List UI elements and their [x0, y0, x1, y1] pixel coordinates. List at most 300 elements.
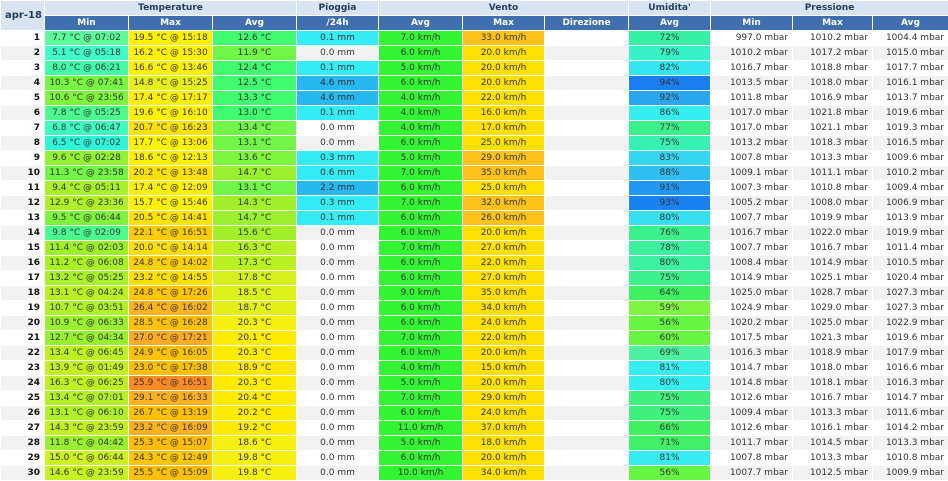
temp-max-cell: 19.6 °C @ 16:10	[129, 106, 213, 121]
wind-avg-cell: 5.0 km/h	[379, 151, 463, 166]
pressure-min-cell: 1008.4 mbar	[711, 256, 793, 271]
pressure-min-cell: 1016.7 mbar	[711, 226, 793, 241]
temp-avg-cell: 19.8 °C	[213, 466, 297, 481]
wind-direction-cell	[545, 331, 629, 346]
pressure-min-cell: 1017.0 mbar	[711, 106, 793, 121]
temp-min-cell: 14.3 °C @ 23:59	[45, 421, 129, 436]
wind-avg-cell: 4.0 km/h	[379, 106, 463, 121]
wind-avg-cell: 6.0 km/h	[379, 301, 463, 316]
day-cell: 28	[1, 436, 45, 451]
temp-min-cell: 13.4 °C @ 07:01	[45, 391, 129, 406]
humidity-cell: 75%	[629, 391, 711, 406]
rain-cell: 0.0 mm	[297, 361, 379, 376]
wind-direction-cell	[545, 91, 629, 106]
wind-direction-cell	[545, 316, 629, 331]
wind-avg-cell: 6.0 km/h	[379, 451, 463, 466]
table-row	[1, 31, 948, 46]
temp-max-cell: 29.1 °C @ 16:33	[129, 391, 213, 406]
rain-cell: 0.0 mm	[297, 406, 379, 421]
temp-avg-cell: 12.6 °C	[213, 31, 297, 46]
pressure-avg-cell: 1006.9 mbar	[873, 196, 948, 211]
table-row	[1, 451, 948, 466]
table-row	[1, 301, 948, 316]
humidity-cell: 76%	[629, 226, 711, 241]
wind-direction-cell	[545, 166, 629, 181]
pressure-min-cell: 1010.2 mbar	[711, 46, 793, 61]
day-cell: 19	[1, 301, 45, 316]
wind-direction-cell	[545, 361, 629, 376]
wind-max-cell: 15.0 km/h	[463, 361, 545, 376]
pressure-max-cell: 1019.9 mbar	[793, 211, 873, 226]
wind-max-cell: 16.0 km/h	[463, 106, 545, 121]
pressure-avg-cell: 1011.6 mbar	[873, 406, 948, 421]
table-row	[1, 91, 948, 106]
rain-cell: 0.0 mm	[297, 451, 379, 466]
temp-min-cell: 8.0 °C @ 06:21	[45, 61, 129, 76]
humidity-cell: 82%	[629, 61, 711, 76]
temp-max-cell: 24.9 °C @ 16:05	[129, 346, 213, 361]
temp-min-cell: 10.6 °C @ 23:56	[45, 91, 129, 106]
temp-max-cell: 20.0 °C @ 14:14	[129, 241, 213, 256]
humidity-cell: 77%	[629, 121, 711, 136]
pressure-max-cell: 1018.9 mbar	[793, 346, 873, 361]
day-cell: 30	[1, 466, 45, 481]
wind-avg-cell: 6.0 km/h	[379, 46, 463, 61]
rain-cell: 0.0 mm	[297, 316, 379, 331]
pressure-min-cell: 1009.1 mbar	[711, 166, 793, 181]
rain-cell: 0.1 mm	[297, 31, 379, 46]
wind-max-cell: 22.0 km/h	[463, 256, 545, 271]
temp-min-cell: 15.0 °C @ 06:44	[45, 451, 129, 466]
temp-min-cell: 11.4 °C @ 02:03	[45, 241, 129, 256]
pressure-max-cell: 1016.9 mbar	[793, 91, 873, 106]
wind-avg-cell: 4.0 km/h	[379, 361, 463, 376]
pressure-min-cell: 1012.6 mbar	[711, 391, 793, 406]
rain-cell: 0.0 mm	[297, 436, 379, 451]
pressure-min-cell: 1011.8 mbar	[711, 91, 793, 106]
wind-direction-cell	[545, 451, 629, 466]
table-row	[1, 226, 948, 241]
pressure-avg-cell: 1017.7 mbar	[873, 61, 948, 76]
pressure-max-cell: 1016.7 mbar	[793, 391, 873, 406]
wind-max-cell: 26.0 km/h	[463, 211, 545, 226]
temp-avg-cell: 20.3 °C	[213, 346, 297, 361]
table-row	[1, 61, 948, 76]
wind-avg-cell: 6.0 km/h	[379, 181, 463, 196]
rain-cell: 0.0 mm	[297, 46, 379, 61]
wind-direction-cell	[545, 301, 629, 316]
temp-max-cell: 22.1 °C @ 16:51	[129, 226, 213, 241]
humidity-cell: 59%	[629, 301, 711, 316]
humidity-cell: 94%	[629, 76, 711, 91]
table-row	[1, 466, 948, 481]
temp-max-cell: 24.3 °C @ 12:49	[129, 451, 213, 466]
pressure-max-cell: 1013.3 mbar	[793, 406, 873, 421]
wind-avg-cell: 10.0 km/h	[379, 466, 463, 481]
pressure-avg-cell: 1016.1 mbar	[873, 76, 948, 91]
temp-min-cell: 13.4 °C @ 06:45	[45, 346, 129, 361]
temp-max-cell: 20.7 °C @ 16:23	[129, 121, 213, 136]
humidity-cell: 91%	[629, 181, 711, 196]
wind-group: Vento	[379, 1, 629, 16]
pressure-min-cell: 1016.3 mbar	[711, 346, 793, 361]
temp-min-cell: 13.9 °C @ 01:49	[45, 361, 129, 376]
day-cell: 20	[1, 316, 45, 331]
day-cell: 11	[1, 181, 45, 196]
pressure-max-cell: 1021.8 mbar	[793, 106, 873, 121]
pressure-min-cell: 1025.0 mbar	[711, 286, 793, 301]
rain-group: Pioggia	[297, 1, 379, 16]
day-cell: 5	[1, 91, 45, 106]
wind-max-cell: 20.0 km/h	[463, 76, 545, 91]
rain-cell: 2.2 mm	[297, 181, 379, 196]
humidity-cell: 72%	[629, 31, 711, 46]
rain-cell: 0.1 mm	[297, 211, 379, 226]
temp-min-cell: 11.3 °C @ 23:58	[45, 166, 129, 181]
temp-avg-cell: 20.1 °C	[213, 331, 297, 346]
pressure-avg-cell: 1010.2 mbar	[873, 166, 948, 181]
wind-direction-cell	[545, 436, 629, 451]
rain-cell: 0.6 mm	[297, 166, 379, 181]
rain-cell: 0.1 mm	[297, 106, 379, 121]
pressure-avg-cell: 1009.6 mbar	[873, 151, 948, 166]
temp-avg-cell: 18.9 °C	[213, 361, 297, 376]
humidity-cell: 56%	[629, 466, 711, 481]
pressure-avg-cell: 1013.3 mbar	[873, 436, 948, 451]
table-row	[1, 376, 948, 391]
temp-min-cell: 10.7 °C @ 03:51	[45, 301, 129, 316]
temp-avg-cell: 14.7 °C	[213, 211, 297, 226]
humidity-cell: 88%	[629, 166, 711, 181]
col-temp-avg: Avg	[213, 16, 297, 31]
col-rain: /24h	[297, 16, 379, 31]
wind-max-cell: 17.0 km/h	[463, 121, 545, 136]
day-cell: 10	[1, 166, 45, 181]
rain-cell: 0.3 mm	[297, 151, 379, 166]
day-cell: 9	[1, 151, 45, 166]
rain-cell: 4.6 mm	[297, 76, 379, 91]
temp-avg-cell: 14.3 °C	[213, 196, 297, 211]
temp-max-cell: 23.2 °C @ 14:55	[129, 271, 213, 286]
wind-max-cell: 34.0 km/h	[463, 466, 545, 481]
temp-max-cell: 26.4 °C @ 16:02	[129, 301, 213, 316]
rain-cell: 4.6 mm	[297, 91, 379, 106]
temp-min-cell: 5.1 °C @ 05:18	[45, 46, 129, 61]
wind-avg-cell: 7.0 km/h	[379, 196, 463, 211]
wind-direction-cell	[545, 391, 629, 406]
table-row	[1, 181, 948, 196]
day-cell: 7	[1, 121, 45, 136]
temp-avg-cell: 15.6 °C	[213, 226, 297, 241]
table-row	[1, 391, 948, 406]
humidity-cell: 93%	[629, 196, 711, 211]
temp-avg-cell: 17.8 °C	[213, 271, 297, 286]
temp-avg-cell: 12.5 °C	[213, 76, 297, 91]
wind-direction-cell	[545, 181, 629, 196]
pressure-max-cell: 1018.1 mbar	[793, 376, 873, 391]
wind-max-cell: 25.0 km/h	[463, 136, 545, 151]
table-row	[1, 136, 948, 151]
wind-avg-cell: 7.0 km/h	[379, 31, 463, 46]
temperature-group: Temperature	[45, 1, 297, 16]
humidity-cell: 80%	[629, 376, 711, 391]
pressure-min-cell: 1007.7 mbar	[711, 211, 793, 226]
temp-min-cell: 13.1 °C @ 06:10	[45, 406, 129, 421]
temp-max-cell: 24.8 °C @ 17:26	[129, 286, 213, 301]
table-row	[1, 121, 948, 136]
temp-max-cell: 25.3 °C @ 15:07	[129, 436, 213, 451]
pressure-avg-cell: 1020.4 mbar	[873, 271, 948, 286]
temp-max-cell: 20.5 °C @ 14:41	[129, 211, 213, 226]
pressure-max-cell: 1017.2 mbar	[793, 46, 873, 61]
table-row	[1, 196, 948, 211]
pressure-min-cell: 1013.5 mbar	[711, 76, 793, 91]
wind-direction-cell	[545, 76, 629, 91]
temp-max-cell: 18.6 °C @ 12:13	[129, 151, 213, 166]
col-wind-direction: Direzione	[545, 16, 629, 31]
pressure-avg-cell: 1014.2 mbar	[873, 421, 948, 436]
pressure-max-cell: 1018.3 mbar	[793, 136, 873, 151]
wind-avg-cell: 6.0 km/h	[379, 316, 463, 331]
rain-cell: 0.0 mm	[297, 121, 379, 136]
temp-avg-cell: 17.3 °C	[213, 256, 297, 271]
table-row	[1, 106, 948, 121]
wind-avg-cell: 4.0 km/h	[379, 91, 463, 106]
wind-max-cell: 20.0 km/h	[463, 376, 545, 391]
temp-max-cell: 16.2 °C @ 15:30	[129, 46, 213, 61]
wind-avg-cell: 11.0 km/h	[379, 421, 463, 436]
temp-min-cell: 10.3 °C @ 07:41	[45, 76, 129, 91]
wind-avg-cell: 5.0 km/h	[379, 376, 463, 391]
temp-min-cell: 13.1 °C @ 04:24	[45, 286, 129, 301]
temp-max-cell: 16.6 °C @ 13:46	[129, 61, 213, 76]
table-row	[1, 46, 948, 61]
rain-cell: 0.0 mm	[297, 136, 379, 151]
pressure-max-cell: 1018.8 mbar	[793, 61, 873, 76]
temp-avg-cell: 18.6 °C	[213, 436, 297, 451]
wind-max-cell: 34.0 km/h	[463, 301, 545, 316]
temp-max-cell: 23.0 °C @ 17:38	[129, 361, 213, 376]
pressure-avg-cell: 1009.4 mbar	[873, 181, 948, 196]
wind-avg-cell: 6.0 km/h	[379, 346, 463, 361]
pressure-max-cell: 1018.0 mbar	[793, 76, 873, 91]
wind-direction-cell	[545, 136, 629, 151]
pressure-avg-cell: 1014.7 mbar	[873, 391, 948, 406]
pressure-max-cell: 1010.2 mbar	[793, 31, 873, 46]
temp-avg-cell: 18.7 °C	[213, 301, 297, 316]
pressure-avg-cell: 1010.8 mbar	[873, 451, 948, 466]
temp-avg-cell: 18.5 °C	[213, 286, 297, 301]
pressure-avg-cell: 1019.6 mbar	[873, 106, 948, 121]
pressure-avg-cell: 1013.7 mbar	[873, 91, 948, 106]
table-row	[1, 436, 948, 451]
rain-cell: 0.0 mm	[297, 421, 379, 436]
wind-avg-cell: 6.0 km/h	[379, 406, 463, 421]
day-cell: 21	[1, 331, 45, 346]
humidity-cell: 80%	[629, 256, 711, 271]
wind-max-cell: 20.0 km/h	[463, 61, 545, 76]
pressure-min-cell: 1013.2 mbar	[711, 136, 793, 151]
temp-max-cell: 23.2 °C @ 16:09	[129, 421, 213, 436]
rain-cell: 0.0 mm	[297, 271, 379, 286]
wind-avg-cell: 5.0 km/h	[379, 436, 463, 451]
day-cell: 22	[1, 346, 45, 361]
pressure-max-cell: 1012.5 mbar	[793, 466, 873, 481]
pressure-min-cell: 1007.3 mbar	[711, 181, 793, 196]
pressure-max-cell: 1014.5 mbar	[793, 436, 873, 451]
wind-avg-cell: 6.0 km/h	[379, 211, 463, 226]
wind-max-cell: 24.0 km/h	[463, 316, 545, 331]
day-cell: 4	[1, 76, 45, 91]
temp-max-cell: 15.7 °C @ 15:46	[129, 196, 213, 211]
rain-cell: 0.0 mm	[297, 376, 379, 391]
rain-cell: 0.0 mm	[297, 346, 379, 361]
humidity-cell: 78%	[629, 241, 711, 256]
humidity-cell: 86%	[629, 106, 711, 121]
wind-max-cell: 20.0 km/h	[463, 346, 545, 361]
temp-avg-cell: 12.4 °C	[213, 61, 297, 76]
temp-min-cell: 11.8 °C @ 04:42	[45, 436, 129, 451]
pressure-min-cell: 1014.8 mbar	[711, 376, 793, 391]
pressure-min-cell: 1011.7 mbar	[711, 436, 793, 451]
temp-max-cell: 20.2 °C @ 13:48	[129, 166, 213, 181]
wind-direction-cell	[545, 466, 629, 481]
wind-direction-cell	[545, 106, 629, 121]
pressure-min-cell: 1007.8 mbar	[711, 451, 793, 466]
wind-direction-cell	[545, 241, 629, 256]
month-label: apr-18	[1, 1, 45, 31]
wind-direction-cell	[545, 61, 629, 76]
table-row	[1, 166, 948, 181]
group-header-row	[1, 1, 948, 16]
day-cell: 3	[1, 61, 45, 76]
wind-avg-cell: 6.0 km/h	[379, 226, 463, 241]
wind-max-cell: 33.0 km/h	[463, 31, 545, 46]
temp-min-cell: 7.7 °C @ 07:02	[45, 31, 129, 46]
temp-avg-cell: 19.2 °C	[213, 421, 297, 436]
humidity-cell: 71%	[629, 436, 711, 451]
pressure-min-cell: 1007.7 mbar	[711, 241, 793, 256]
temp-avg-cell: 13.6 °C	[213, 151, 297, 166]
day-cell: 27	[1, 421, 45, 436]
wind-avg-cell: 6.0 km/h	[379, 136, 463, 151]
humidity-cell: 75%	[629, 271, 711, 286]
pressure-min-cell: 1014.9 mbar	[711, 271, 793, 286]
wind-direction-cell	[545, 121, 629, 136]
pressure-avg-cell: 1013.9 mbar	[873, 211, 948, 226]
day-cell: 12	[1, 196, 45, 211]
humidity-cell: 56%	[629, 316, 711, 331]
wind-max-cell: 35.0 km/h	[463, 286, 545, 301]
pressure-max-cell: 1013.3 mbar	[793, 151, 873, 166]
temp-avg-cell: 13.1 °C	[213, 181, 297, 196]
temp-max-cell: 26.7 °C @ 13:19	[129, 406, 213, 421]
temp-max-cell: 28.5 °C @ 16:28	[129, 316, 213, 331]
temp-max-cell: 17.4 °C @ 17:17	[129, 91, 213, 106]
wind-max-cell: 18.0 km/h	[463, 436, 545, 451]
wind-max-cell: 35.0 km/h	[463, 166, 545, 181]
day-cell: 13	[1, 211, 45, 226]
temp-max-cell: 19.5 °C @ 15:18	[129, 31, 213, 46]
day-cell: 14	[1, 226, 45, 241]
rain-cell: 0.0 mm	[297, 226, 379, 241]
day-cell: 29	[1, 451, 45, 466]
temp-max-cell: 14.8 °C @ 15:25	[129, 76, 213, 91]
humidity-cell: 92%	[629, 91, 711, 106]
wind-max-cell: 25.0 km/h	[463, 181, 545, 196]
temp-min-cell: 11.2 °C @ 06:08	[45, 256, 129, 271]
pressure-max-cell: 1010.8 mbar	[793, 181, 873, 196]
table-row	[1, 211, 948, 226]
temp-min-cell: 6.5 °C @ 07:02	[45, 136, 129, 151]
rain-cell: 0.0 mm	[297, 466, 379, 481]
col-pressure-max: Max	[793, 16, 873, 31]
wind-max-cell: 22.0 km/h	[463, 331, 545, 346]
pressure-group: Pressione	[711, 1, 948, 16]
temp-avg-cell: 16.3 °C	[213, 241, 297, 256]
temp-min-cell: 13.2 °C @ 05:25	[45, 271, 129, 286]
day-cell: 25	[1, 391, 45, 406]
col-wind-max: Max	[463, 16, 545, 31]
col-temp-max: Max	[129, 16, 213, 31]
humidity-cell: 64%	[629, 286, 711, 301]
table-row	[1, 151, 948, 166]
pressure-max-cell: 1011.1 mbar	[793, 166, 873, 181]
pressure-min-cell: 1007.8 mbar	[711, 151, 793, 166]
wind-avg-cell: 6.0 km/h	[379, 271, 463, 286]
humidity-cell: 81%	[629, 361, 711, 376]
rain-cell: 0.0 mm	[297, 331, 379, 346]
temp-avg-cell: 13.0 °C	[213, 106, 297, 121]
wind-max-cell: 20.0 km/h	[463, 226, 545, 241]
wind-avg-cell: 9.0 km/h	[379, 286, 463, 301]
pressure-min-cell: 1024.9 mbar	[711, 301, 793, 316]
wind-direction-cell	[545, 151, 629, 166]
temp-avg-cell: 20.4 °C	[213, 391, 297, 406]
rain-cell: 0.0 mm	[297, 301, 379, 316]
day-cell: 8	[1, 136, 45, 151]
table-row	[1, 406, 948, 421]
table-row	[1, 316, 948, 331]
day-cell: 6	[1, 106, 45, 121]
table-body	[1, 31, 948, 481]
day-cell: 1	[1, 31, 45, 46]
pressure-avg-cell: 1011.4 mbar	[873, 241, 948, 256]
wind-avg-cell: 7.0 km/h	[379, 391, 463, 406]
day-cell: 18	[1, 286, 45, 301]
temp-avg-cell: 20.2 °C	[213, 406, 297, 421]
temp-min-cell: 12.7 °C @ 04:34	[45, 331, 129, 346]
humidity-cell: 81%	[629, 451, 711, 466]
table-row	[1, 271, 948, 286]
pressure-max-cell: 1014.9 mbar	[793, 256, 873, 271]
wind-avg-cell: 7.0 km/h	[379, 241, 463, 256]
temp-avg-cell: 13.4 °C	[213, 121, 297, 136]
humidity-cell: 83%	[629, 151, 711, 166]
pressure-max-cell: 1021.1 mbar	[793, 121, 873, 136]
pressure-avg-cell: 1017.9 mbar	[873, 346, 948, 361]
temp-min-cell: 16.3 °C @ 06:25	[45, 376, 129, 391]
wind-direction-cell	[545, 346, 629, 361]
wind-max-cell: 20.0 km/h	[463, 451, 545, 466]
temp-min-cell: 9.5 °C @ 06:44	[45, 211, 129, 226]
wind-direction-cell	[545, 31, 629, 46]
wind-avg-cell: 7.0 km/h	[379, 331, 463, 346]
pressure-min-cell: 1017.0 mbar	[711, 121, 793, 136]
col-wind-avg: Avg	[379, 16, 463, 31]
col-pressure-min: Min	[711, 16, 793, 31]
temp-max-cell: 17.7 °C @ 13:06	[129, 136, 213, 151]
